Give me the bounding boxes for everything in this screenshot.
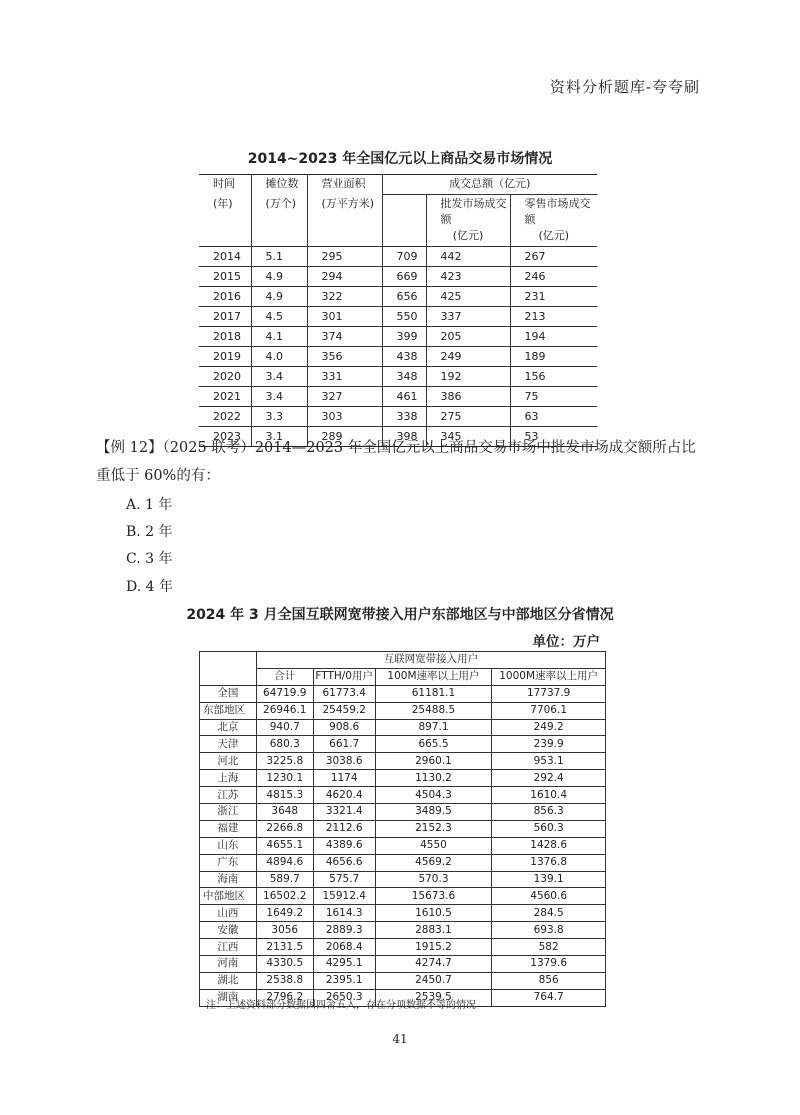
cell-ftth: 4389.6 xyxy=(313,837,375,854)
cell-m100: 61181.1 xyxy=(375,685,492,702)
row-label: 中部地区 xyxy=(200,888,257,905)
cell-area: 303 xyxy=(307,407,382,427)
cell-total: 438 xyxy=(382,347,426,367)
cell-total: 1230.1 xyxy=(256,770,313,787)
cell-m100: 2539.5 xyxy=(375,989,492,1006)
cell-year: 2014 xyxy=(199,247,251,267)
table-row xyxy=(200,871,606,888)
table-row xyxy=(200,753,606,770)
cell-total: 2796.2 xyxy=(256,989,313,1006)
cell-m100: 1610.5 xyxy=(375,905,492,922)
option-d: D. 4 年 xyxy=(126,579,173,595)
cell-ftth: 908.6 xyxy=(313,719,375,736)
cell-wholesale: 275 xyxy=(426,407,510,427)
table-row xyxy=(199,327,597,347)
cell-m1000: 17737.9 xyxy=(492,685,606,702)
row-label: 山西 xyxy=(200,905,257,922)
cell-total: 3225.8 xyxy=(256,753,313,770)
cell-m100: 570.3 xyxy=(375,871,492,888)
cell-m1000: 7706.1 xyxy=(492,702,606,719)
cell-area: 356 xyxy=(307,347,382,367)
cell-booths: 4.0 xyxy=(251,347,307,367)
cell-ftth: 661.7 xyxy=(313,736,375,753)
page-number: 41 xyxy=(392,1032,408,1046)
table-row xyxy=(200,770,606,787)
cell-year: 2015 xyxy=(199,267,251,287)
table-row xyxy=(200,854,606,871)
cell-total: 2131.5 xyxy=(256,939,313,956)
cell-ftth: 1174 xyxy=(313,770,375,787)
row-label: 上海 xyxy=(200,770,257,787)
table-row xyxy=(199,247,597,267)
th-retail-unit: (亿元) xyxy=(510,227,597,247)
cell-area: 322 xyxy=(307,287,382,307)
cell-ftth: 4620.4 xyxy=(313,787,375,804)
table-row xyxy=(200,719,606,736)
cell-total: 26946.1 xyxy=(256,702,313,719)
table-row xyxy=(199,307,597,327)
cell-m1000: 139.1 xyxy=(492,871,606,888)
cell-wholesale: 423 xyxy=(426,267,510,287)
cell-m100: 665.5 xyxy=(375,736,492,753)
cell-total: 4815.3 xyxy=(256,787,313,804)
cell-m100: 4550 xyxy=(375,837,492,854)
table-row xyxy=(199,367,597,387)
table-row xyxy=(200,956,606,973)
broadband-table xyxy=(199,651,606,1007)
cell-year: 2020 xyxy=(199,367,251,387)
cell-total: 680.3 xyxy=(256,736,313,753)
cell-total: 3056 xyxy=(256,922,313,939)
cell-total: 64719.9 xyxy=(256,685,313,702)
cell-retail: 231 xyxy=(510,287,597,307)
cell-m100: 4274.7 xyxy=(375,956,492,973)
cell-m100: 2960.1 xyxy=(375,753,492,770)
cell-wholesale: 192 xyxy=(426,367,510,387)
cell-m100: 1130.2 xyxy=(375,770,492,787)
cell-area: 331 xyxy=(307,367,382,387)
cell-ftth: 2068.4 xyxy=(313,939,375,956)
cell-m1000: 239.9 xyxy=(492,736,606,753)
th-col-1000m: 1000M速率以上用户 xyxy=(492,668,606,685)
market-table xyxy=(199,174,597,447)
cell-m1000: 249.2 xyxy=(492,719,606,736)
cell-ftth: 575.7 xyxy=(313,871,375,888)
cell-total: 398 xyxy=(382,427,426,447)
row-label: 东部地区 xyxy=(200,702,257,719)
cell-ftth: 2112.6 xyxy=(313,820,375,837)
cell-m100: 4504.3 xyxy=(375,787,492,804)
th-area-unit: (万平方米) xyxy=(307,195,382,228)
cell-total: 348 xyxy=(382,367,426,387)
cell-total: 3648 xyxy=(256,804,313,821)
table-row xyxy=(200,837,606,854)
th-time-unit: (年) xyxy=(213,196,233,210)
cell-total: 669 xyxy=(382,267,426,287)
cell-wholesale: 337 xyxy=(426,307,510,327)
table-row xyxy=(200,685,606,702)
th-area: 营业面积 xyxy=(307,175,382,195)
table-row xyxy=(200,888,606,905)
th-wholesale: 批发市场成交额 xyxy=(426,195,510,228)
cell-m1000: 764.7 xyxy=(492,989,606,1006)
table2-title: 2024 年 3 月全国互联网宽带接入用户东部地区与中部地区分省情况 xyxy=(186,607,614,623)
cell-area: 294 xyxy=(307,267,382,287)
cell-m100: 2883.1 xyxy=(375,922,492,939)
cell-m1000: 1376.8 xyxy=(492,854,606,871)
cell-total: 709 xyxy=(382,247,426,267)
row-label: 湖南 xyxy=(200,989,257,1006)
cell-total: 2538.8 xyxy=(256,972,313,989)
cell-retail: 63 xyxy=(510,407,597,427)
cell-m100: 4569.2 xyxy=(375,854,492,871)
cell-total: 4330.5 xyxy=(256,956,313,973)
row-label: 海南 xyxy=(200,871,257,888)
cell-m1000: 693.8 xyxy=(492,922,606,939)
row-label: 河北 xyxy=(200,753,257,770)
th-booths: 摊位数 xyxy=(251,175,307,195)
cell-ftth: 3038.6 xyxy=(313,753,375,770)
cell-retail: 213 xyxy=(510,307,597,327)
row-label: 天津 xyxy=(200,736,257,753)
cell-ftth: 1614.3 xyxy=(313,905,375,922)
row-label: 浙江 xyxy=(200,804,257,821)
cell-m1000: 1428.6 xyxy=(492,837,606,854)
row-label: 江西 xyxy=(200,939,257,956)
cell-retail: 194 xyxy=(510,327,597,347)
cell-retail: 267 xyxy=(510,247,597,267)
table-row xyxy=(199,267,597,287)
cell-ftth: 15912.4 xyxy=(313,888,375,905)
row-label: 全国 xyxy=(200,685,257,702)
cell-booths: 3.3 xyxy=(251,407,307,427)
th-group: 互联网宽带接入用户 xyxy=(256,652,605,669)
cell-m1000: 1379.6 xyxy=(492,956,606,973)
th-time: 时间 xyxy=(199,175,251,195)
cell-wholesale: 345 xyxy=(426,427,510,447)
cell-year: 2018 xyxy=(199,327,251,347)
option-c: C. 3 年 xyxy=(126,551,173,567)
th-retail: 零售市场成交额 xyxy=(510,195,597,228)
th-col-total: 合计 xyxy=(256,668,313,685)
cell-area: 301 xyxy=(307,307,382,327)
table2-unit: 单位：万户 xyxy=(532,634,600,650)
table2-note: 注：上述资料部分数据因四舍五入，存在分项数据不等的情况 xyxy=(206,1000,476,1011)
cell-m1000: 856.3 xyxy=(492,804,606,821)
cell-total: 656 xyxy=(382,287,426,307)
cell-booths: 4.9 xyxy=(251,287,307,307)
table-row xyxy=(199,387,597,407)
row-label: 山东 xyxy=(200,837,257,854)
cell-m1000: 856 xyxy=(492,972,606,989)
cell-m100: 2450.7 xyxy=(375,972,492,989)
th-booths-unit: (万个) xyxy=(251,195,307,228)
table-row xyxy=(200,804,606,821)
option-b: B. 2 年 xyxy=(126,524,173,540)
cell-area: 289 xyxy=(307,427,382,447)
cell-m100: 3489.5 xyxy=(375,804,492,821)
cell-m1000: 284.5 xyxy=(492,905,606,922)
cell-m1000: 1610.4 xyxy=(492,787,606,804)
cell-m100: 25488.5 xyxy=(375,702,492,719)
option-a: A. 1 年 xyxy=(126,497,173,513)
cell-area: 295 xyxy=(307,247,382,267)
cell-ftth: 4295.1 xyxy=(313,956,375,973)
cell-total: 338 xyxy=(382,407,426,427)
cell-ftth: 2650.3 xyxy=(313,989,375,1006)
cell-m100: 2152.3 xyxy=(375,820,492,837)
cell-total: 1649.2 xyxy=(256,905,313,922)
cell-m1000: 560.3 xyxy=(492,820,606,837)
cell-retail: 189 xyxy=(510,347,597,367)
cell-wholesale: 425 xyxy=(426,287,510,307)
cell-wholesale: 386 xyxy=(426,387,510,407)
cell-year: 2016 xyxy=(199,287,251,307)
th-total: 成交总额（亿元) xyxy=(382,175,597,195)
page-header: 资料分析题库-夸夸刷 xyxy=(549,78,700,96)
row-label: 北京 xyxy=(200,719,257,736)
cell-year: 2021 xyxy=(199,387,251,407)
table-row xyxy=(199,347,597,367)
cell-total: 940.7 xyxy=(256,719,313,736)
cell-ftth: 25459.2 xyxy=(313,702,375,719)
cell-wholesale: 442 xyxy=(426,247,510,267)
cell-m100: 15673.6 xyxy=(375,888,492,905)
cell-ftth: 3321.4 xyxy=(313,804,375,821)
table-row xyxy=(200,820,606,837)
row-label: 湖北 xyxy=(200,972,257,989)
cell-m1000: 953.1 xyxy=(492,753,606,770)
table-row xyxy=(200,972,606,989)
cell-retail: 75 xyxy=(510,387,597,407)
cell-total: 399 xyxy=(382,327,426,347)
cell-booths: 3.1 xyxy=(251,427,307,447)
cell-booths: 3.4 xyxy=(251,387,307,407)
cell-m1000: 582 xyxy=(492,939,606,956)
th-col-100m: 100M速率以上用户 xyxy=(375,668,492,685)
cell-area: 327 xyxy=(307,387,382,407)
cell-booths: 5.1 xyxy=(251,247,307,267)
cell-ftth: 61773.4 xyxy=(313,685,375,702)
cell-booths: 4.5 xyxy=(251,307,307,327)
cell-retail: 53 xyxy=(510,427,597,447)
table-row xyxy=(200,702,606,719)
cell-area: 374 xyxy=(307,327,382,347)
table-row xyxy=(200,905,606,922)
table-row xyxy=(200,787,606,804)
row-label: 河南 xyxy=(200,956,257,973)
cell-ftth: 2889.3 xyxy=(313,922,375,939)
table1-title: 2014~2023 年全国亿元以上商品交易市场情况 xyxy=(247,151,553,167)
cell-total: 589.7 xyxy=(256,871,313,888)
cell-m100: 1915.2 xyxy=(375,939,492,956)
cell-total: 550 xyxy=(382,307,426,327)
row-label: 江苏 xyxy=(200,787,257,804)
cell-retail: 156 xyxy=(510,367,597,387)
cell-m1000: 292.4 xyxy=(492,770,606,787)
cell-booths: 3.4 xyxy=(251,367,307,387)
cell-wholesale: 205 xyxy=(426,327,510,347)
table-row xyxy=(200,939,606,956)
cell-retail: 246 xyxy=(510,267,597,287)
row-label: 安徽 xyxy=(200,922,257,939)
table-row xyxy=(200,736,606,753)
cell-wholesale: 249 xyxy=(426,347,510,367)
cell-total: 2266.8 xyxy=(256,820,313,837)
cell-total: 16502.2 xyxy=(256,888,313,905)
cell-ftth: 4656.6 xyxy=(313,854,375,871)
row-label: 福建 xyxy=(200,820,257,837)
cell-m100: 897.1 xyxy=(375,719,492,736)
cell-year: 2022 xyxy=(199,407,251,427)
th-col-ftth: FTTH/0用户 xyxy=(313,668,375,685)
cell-total: 4894.6 xyxy=(256,854,313,871)
cell-booths: 4.1 xyxy=(251,327,307,347)
row-label: 广东 xyxy=(200,854,257,871)
cell-m1000: 4560.6 xyxy=(492,888,606,905)
table-row xyxy=(199,407,597,427)
cell-year: 2017 xyxy=(199,307,251,327)
cell-total: 4655.1 xyxy=(256,837,313,854)
cell-booths: 4.9 xyxy=(251,267,307,287)
table-row xyxy=(199,287,597,307)
cell-total: 461 xyxy=(382,387,426,407)
cell-year: 2023 xyxy=(199,427,251,447)
cell-ftth: 2395.1 xyxy=(313,972,375,989)
question-text: 【例 12】（2025 联考）2014—2023 年全国亿元以上商品交易市场中批发市场成交额所占比重低于 60%的有： xyxy=(96,440,696,484)
th-wholesale-unit: (亿元) xyxy=(426,227,510,247)
cell-year: 2019 xyxy=(199,347,251,367)
table-row xyxy=(200,922,606,939)
